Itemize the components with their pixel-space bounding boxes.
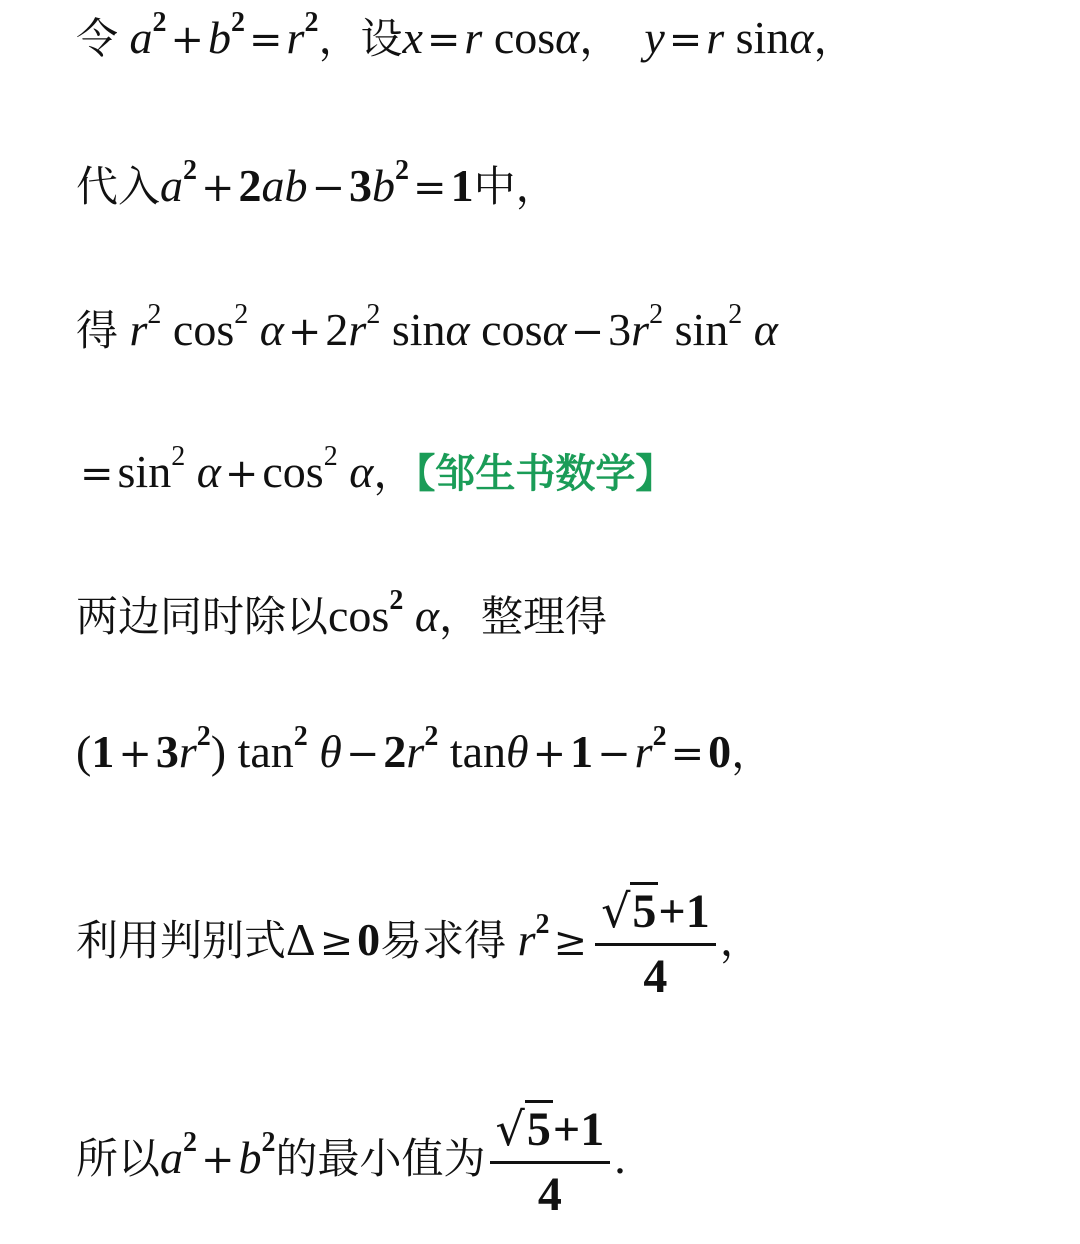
line-1: 令 $a^2 +b^2 =r^2$，设x =r cosα， y =r sinα， — [76, 7, 856, 63]
line-2: 代入$a^2 +2ab -3b^2 =1$中， — [76, 155, 558, 211]
line-7: 利用判别式Δ ≥0易求得 $r^2$ ≥ $\frac{√5+1}{4}$ ， — [76, 870, 762, 1012]
line-6: $(1 +3r^2)$ $\tan^2 \theta -2r^2$ $\tan\theta +1 -r^2 =0$， — [76, 721, 774, 777]
line-8: 所以$a^2 +b^2$的最小值为 $\frac{√5+1}{4}$ . — [76, 1088, 626, 1230]
line-4: $=\sin^2$ $\alpha +\cos^2$ α，【邹生书数学】 — [80, 441, 676, 497]
line-5: 两边同时除以$\cos^2 \alpha$，整理得 — [76, 585, 608, 641]
fraction-2: $\frac{√5+1}{4}$ — [490, 1098, 611, 1226]
line-3: 得 $r^2$ $\cos^2 \alpha +2r^2$ sinα $\cos\alpha -3r^2$ $\sin^2 \alpha$ — [76, 299, 778, 355]
watermark-label: 【邹生书数学】 — [415, 451, 676, 497]
fraction-1: $\frac{√5+1}{4}$ — [595, 880, 716, 1008]
